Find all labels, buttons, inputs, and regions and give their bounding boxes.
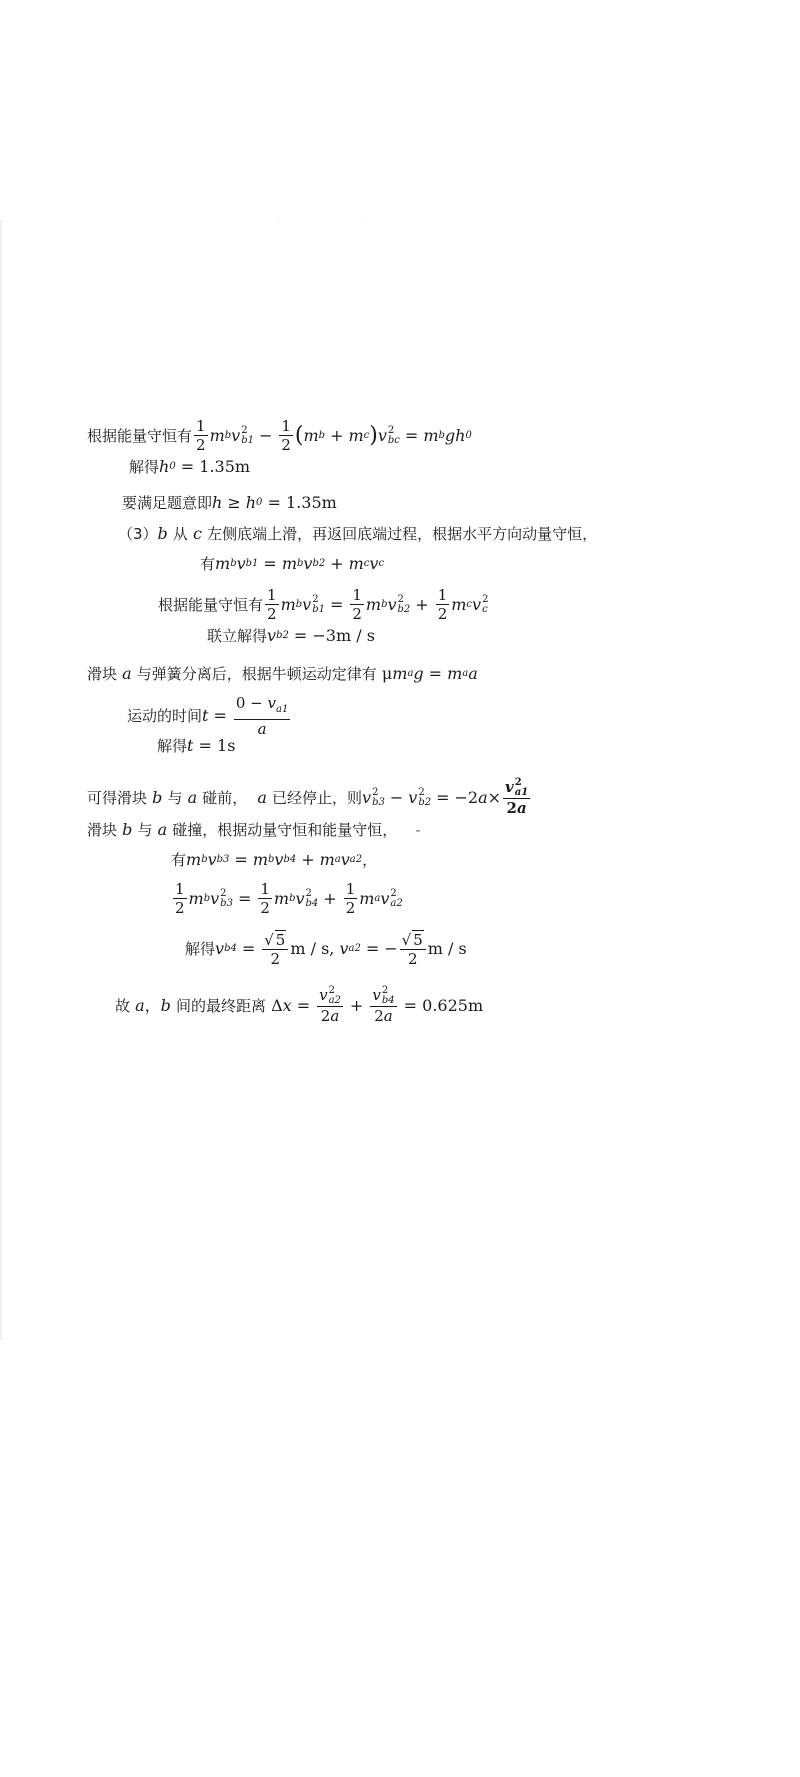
line-solve-velocities: 解得 v b4 = $\frac{√ 5}{2}$ m / s, v a2 = − $\frac{√ 5}{2}$ m / s [185, 931, 467, 968]
line-momentum-collision: 有 m b v b3 = m b v b4 + m a v a2 ， [171, 850, 378, 869]
line-before-collision: 可得滑块 b 与 a 碰前， a 已经停止，则 v 2 b3 − v 2 b2 = −2 a × v 2 a1 2a [87, 777, 529, 817]
line-energy-collision: $\frac{1}{2}$ m b v 2 b3 = $\frac{1}{2}$ m b v 2 b4 + $\frac{1}{2}$ m a v 2 a2 [175, 880, 403, 917]
line-final-distance: 故 a ， b 间的最终距离 Δ x = v 2 a2 2a + v 2 b4 2a = 0.625m [115, 985, 484, 1025]
scan-specks: · · [278, 219, 404, 226]
line-requirement: 要满足题意即 h ≥ h 0 = 1.35m [122, 493, 337, 512]
line-collision: 滑块 b 与 a 碰撞，根据动量守恒和能量守恒， - [87, 820, 421, 839]
line-combined-solve: 联立解得 v b2 = −3m / s [207, 626, 375, 645]
line-energy-1: 根据能量守恒有 $\frac{1}{2}$ m b v 2 b1 − $\frac{1}{2}$ ( m b + m c ) v 2 bc = m b gh 0 [87, 417, 472, 454]
line-energy-2: 根据能量守恒有 $\frac{1}{2}$ m b v 2 b1 = $\frac{1}{2}$ m b v 2 b2 + $\frac{1}{2}$ m c v 2 c [158, 586, 489, 623]
line-solve-h0: 解得 h 0 = 1.35m [129, 457, 251, 476]
scan-edge [0, 220, 2, 1340]
line-slider-separate: 滑块 a 与弹簧分离后，根据牛顿运动定律有 μ m a g = m a a [87, 664, 478, 683]
line-part3: （3） b 从 c 左侧底端上滑，再返回底端过程，根据水平方向动量守恒， [118, 524, 598, 543]
line-momentum: 有 m b v b1 = m b v b2 + m c v c [200, 554, 385, 573]
line-solve-t: 解得 t = 1s [157, 736, 236, 755]
line-motion-time: 运动的时间 t = $\frac{0 - v_{a1}}{a}$ [127, 694, 289, 738]
